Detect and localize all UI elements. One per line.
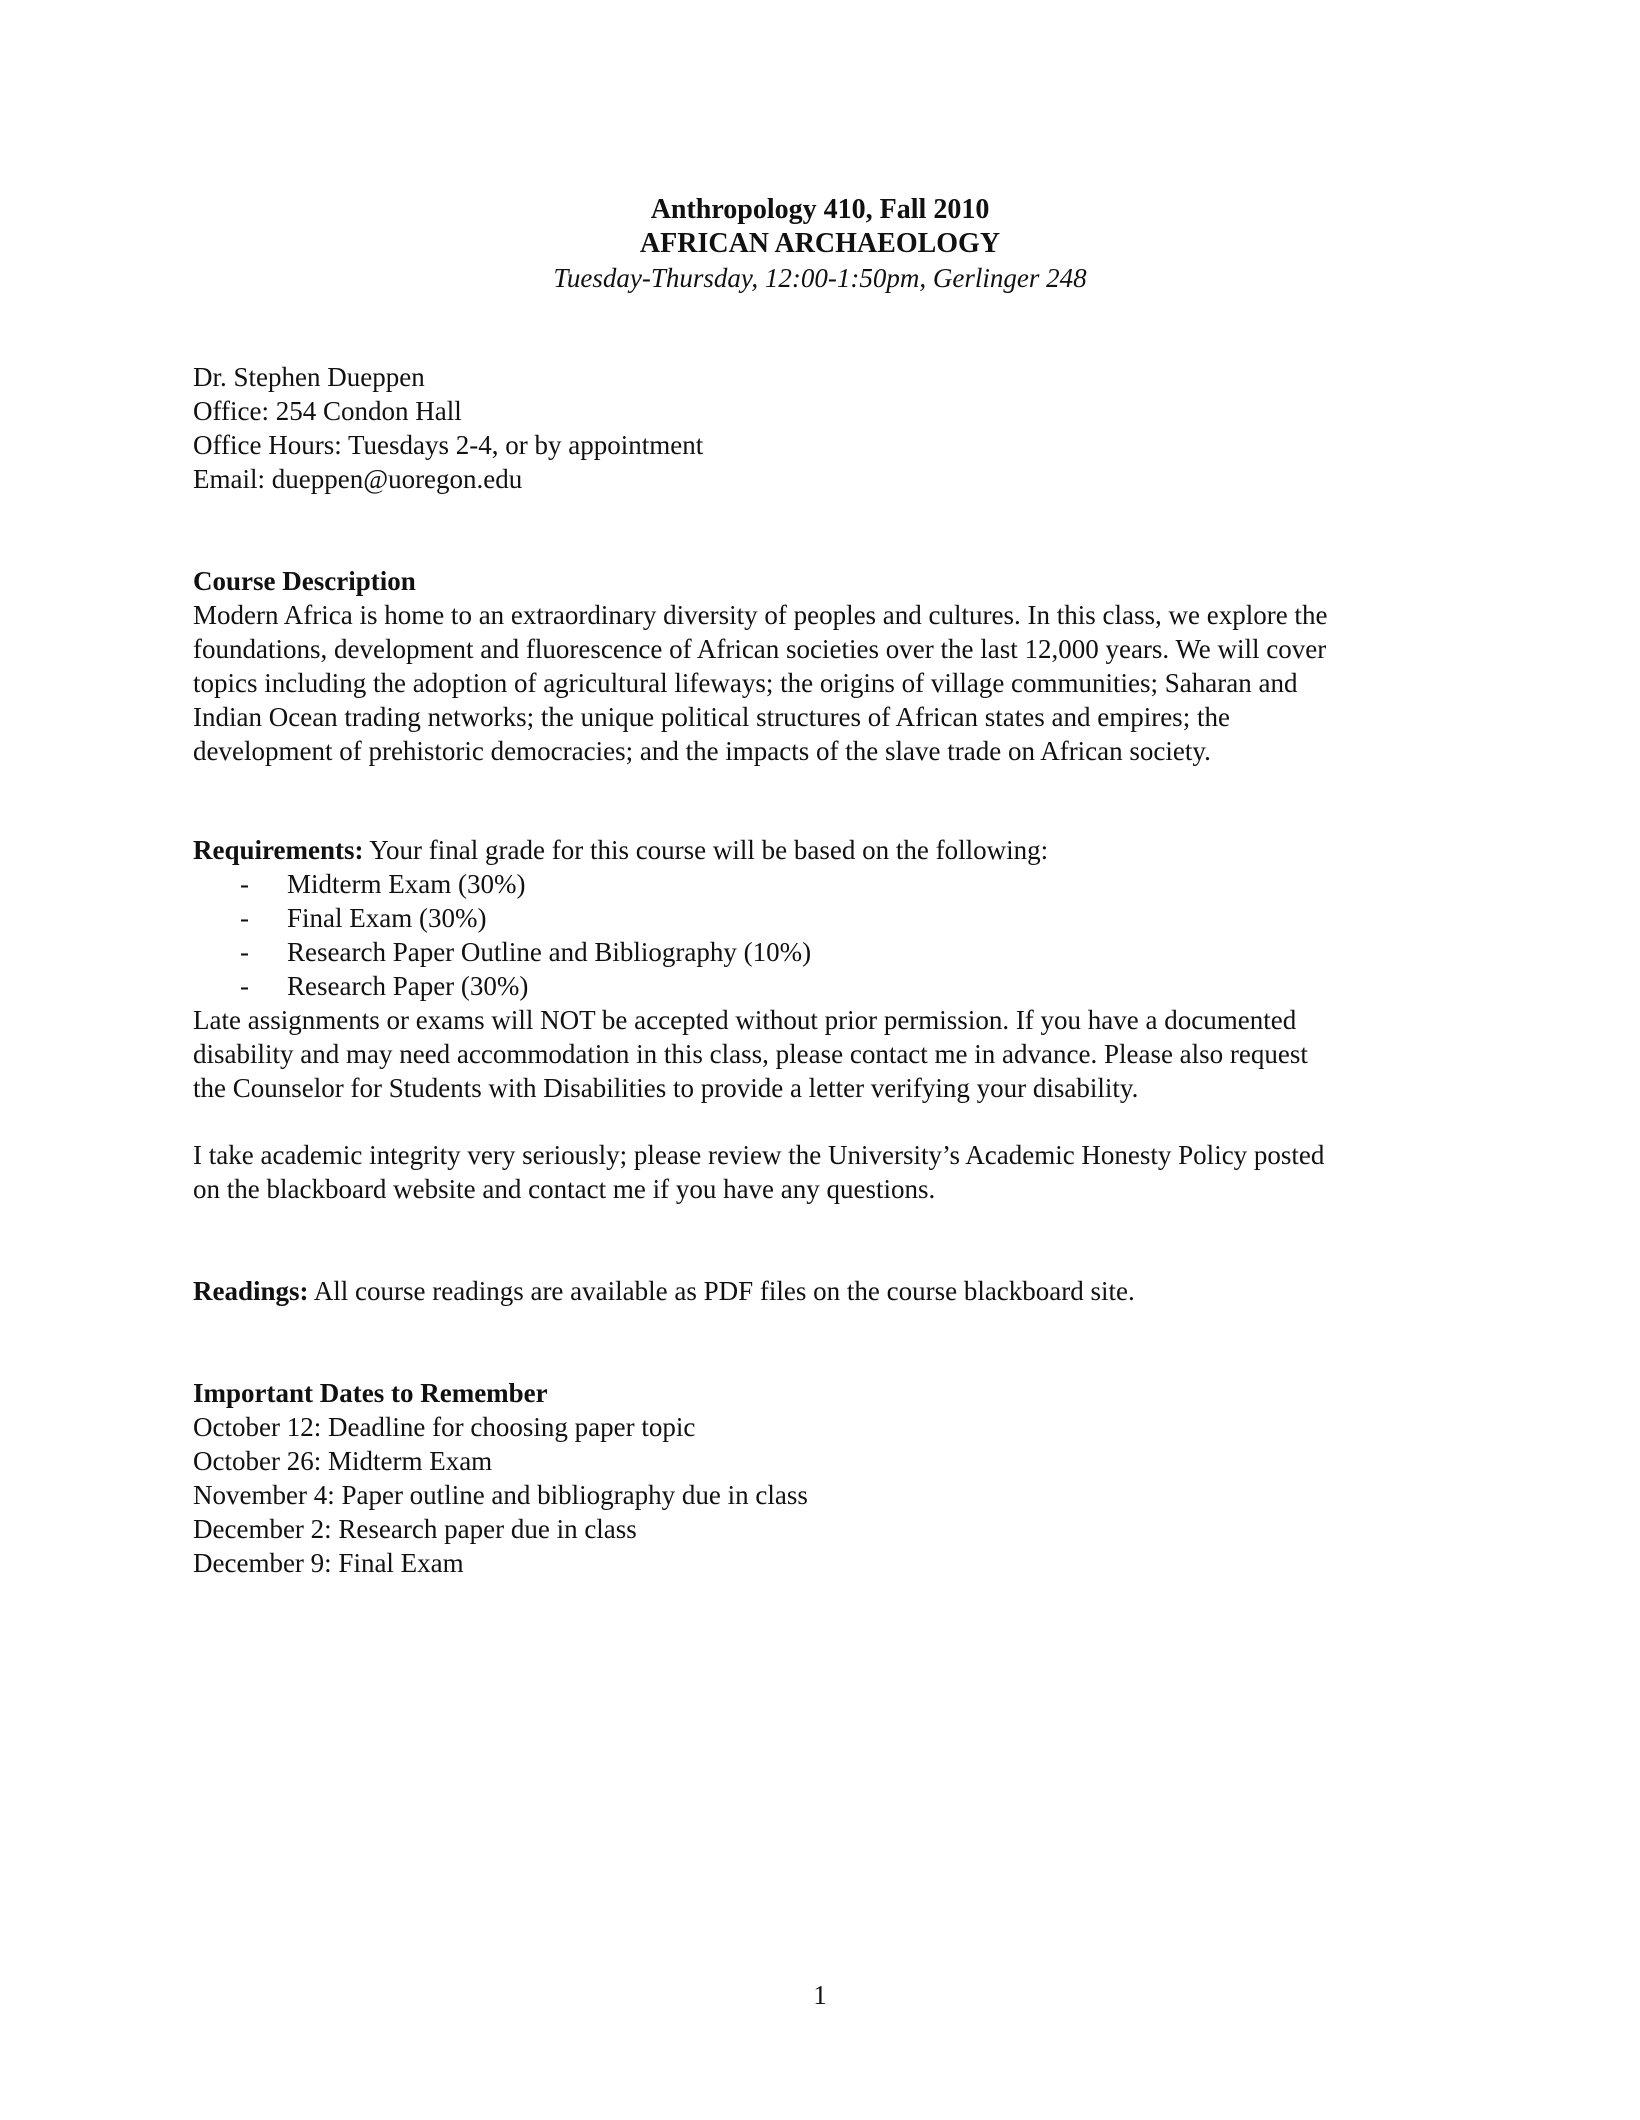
list-bullet: - bbox=[240, 937, 249, 967]
date-item: November 4: Paper outline and bibliography due in class bbox=[193, 1480, 808, 1510]
integrity-line: I take academic integrity very seriously; please review the University’s Academic Honesty Policy posted bbox=[193, 1140, 1325, 1170]
readings-heading: Readings: bbox=[193, 1276, 309, 1306]
requirements-intro-line bbox=[193, 833, 1453, 867]
course-description-heading: Course Description bbox=[193, 566, 416, 596]
requirements-section bbox=[193, 833, 1453, 1105]
instructor-office: Office: 254 Condon Hall bbox=[193, 396, 462, 426]
instructor-name: Dr. Stephen Dueppen bbox=[193, 362, 425, 392]
list-item bbox=[193, 901, 1453, 935]
list-bullet: - bbox=[240, 869, 249, 899]
important-dates-heading: Important Dates to Remember bbox=[193, 1378, 548, 1408]
course-description-line: development of prehistoric democracies; and the impacts of the slave trade on African society. bbox=[193, 736, 1211, 766]
important-dates-section bbox=[193, 1376, 1453, 1580]
course-description-line: Indian Ocean trading networks; the unique political structures of African states and empires; the bbox=[193, 702, 1230, 732]
list-item bbox=[193, 935, 1453, 969]
page-number: 1 bbox=[813, 1980, 827, 2010]
policy-line: Late assignments or exams will NOT be accepted without prior permission. If you have a documented bbox=[193, 1005, 1297, 1035]
course-description-line: Modern Africa is home to an extraordinary diversity of peoples and cultures. In this class, we explore the bbox=[193, 600, 1328, 630]
list-item-text: Research Paper Outline and Bibliography (10%) bbox=[287, 937, 812, 967]
instructor-office-hours: Office Hours: Tuesdays 2-4, or by appointment bbox=[193, 430, 704, 460]
policy-line: the Counselor for Students with Disabilities to provide a letter verifying your disability. bbox=[193, 1073, 1139, 1103]
list-item-text: Research Paper (30%) bbox=[287, 971, 529, 1001]
instructor-info bbox=[193, 360, 1453, 496]
requirements-intro: Your final grade for this course will be based on the following: bbox=[363, 835, 1049, 865]
grade-components-list bbox=[193, 867, 1453, 1003]
readings-text: All course readings are available as PDF files on the course blackboard site. bbox=[308, 1276, 1135, 1306]
list-bullet: - bbox=[240, 971, 249, 1001]
readings-line bbox=[193, 1274, 1453, 1308]
course-description-line: topics including the adoption of agricultural lifeways; the origins of village communities; Saharan and bbox=[193, 668, 1298, 698]
course-description-line: foundations, development and fluorescence of African societies over the last 12,000 years. We will cover bbox=[193, 634, 1327, 664]
date-item: December 9: Final Exam bbox=[193, 1548, 464, 1578]
academic-integrity-section bbox=[193, 1138, 1453, 1206]
date-item: December 2: Research paper due in class bbox=[193, 1514, 637, 1544]
readings-section bbox=[193, 1274, 1453, 1308]
course-header bbox=[0, 193, 1640, 295]
course-name: AFRICAN ARCHAEOLOGY bbox=[639, 228, 1001, 259]
date-item: October 12: Deadline for choosing paper topic bbox=[193, 1412, 696, 1442]
list-item-text: Final Exam (30%) bbox=[287, 903, 487, 933]
list-bullet: - bbox=[240, 903, 249, 933]
course-schedule: Tuesday-Thursday, 12:00-1:50pm, Gerlinger 248 bbox=[553, 263, 1087, 293]
policy-line: disability and may need accommodation in this class, please contact me in advance. Please also request bbox=[193, 1039, 1308, 1069]
course-title: Anthropology 410, Fall 2010 bbox=[650, 194, 990, 225]
requirements-heading: Requirements: bbox=[193, 835, 364, 865]
list-item bbox=[193, 969, 1453, 1003]
list-item-text: Midterm Exam (30%) bbox=[287, 869, 526, 899]
instructor-email: Email: dueppen@uoregon.edu bbox=[193, 464, 523, 494]
course-description-section bbox=[193, 564, 1453, 768]
date-item: October 26: Midterm Exam bbox=[193, 1446, 493, 1476]
integrity-line: on the blackboard website and contact me if you have any questions. bbox=[193, 1174, 936, 1204]
list-item bbox=[193, 867, 1453, 901]
